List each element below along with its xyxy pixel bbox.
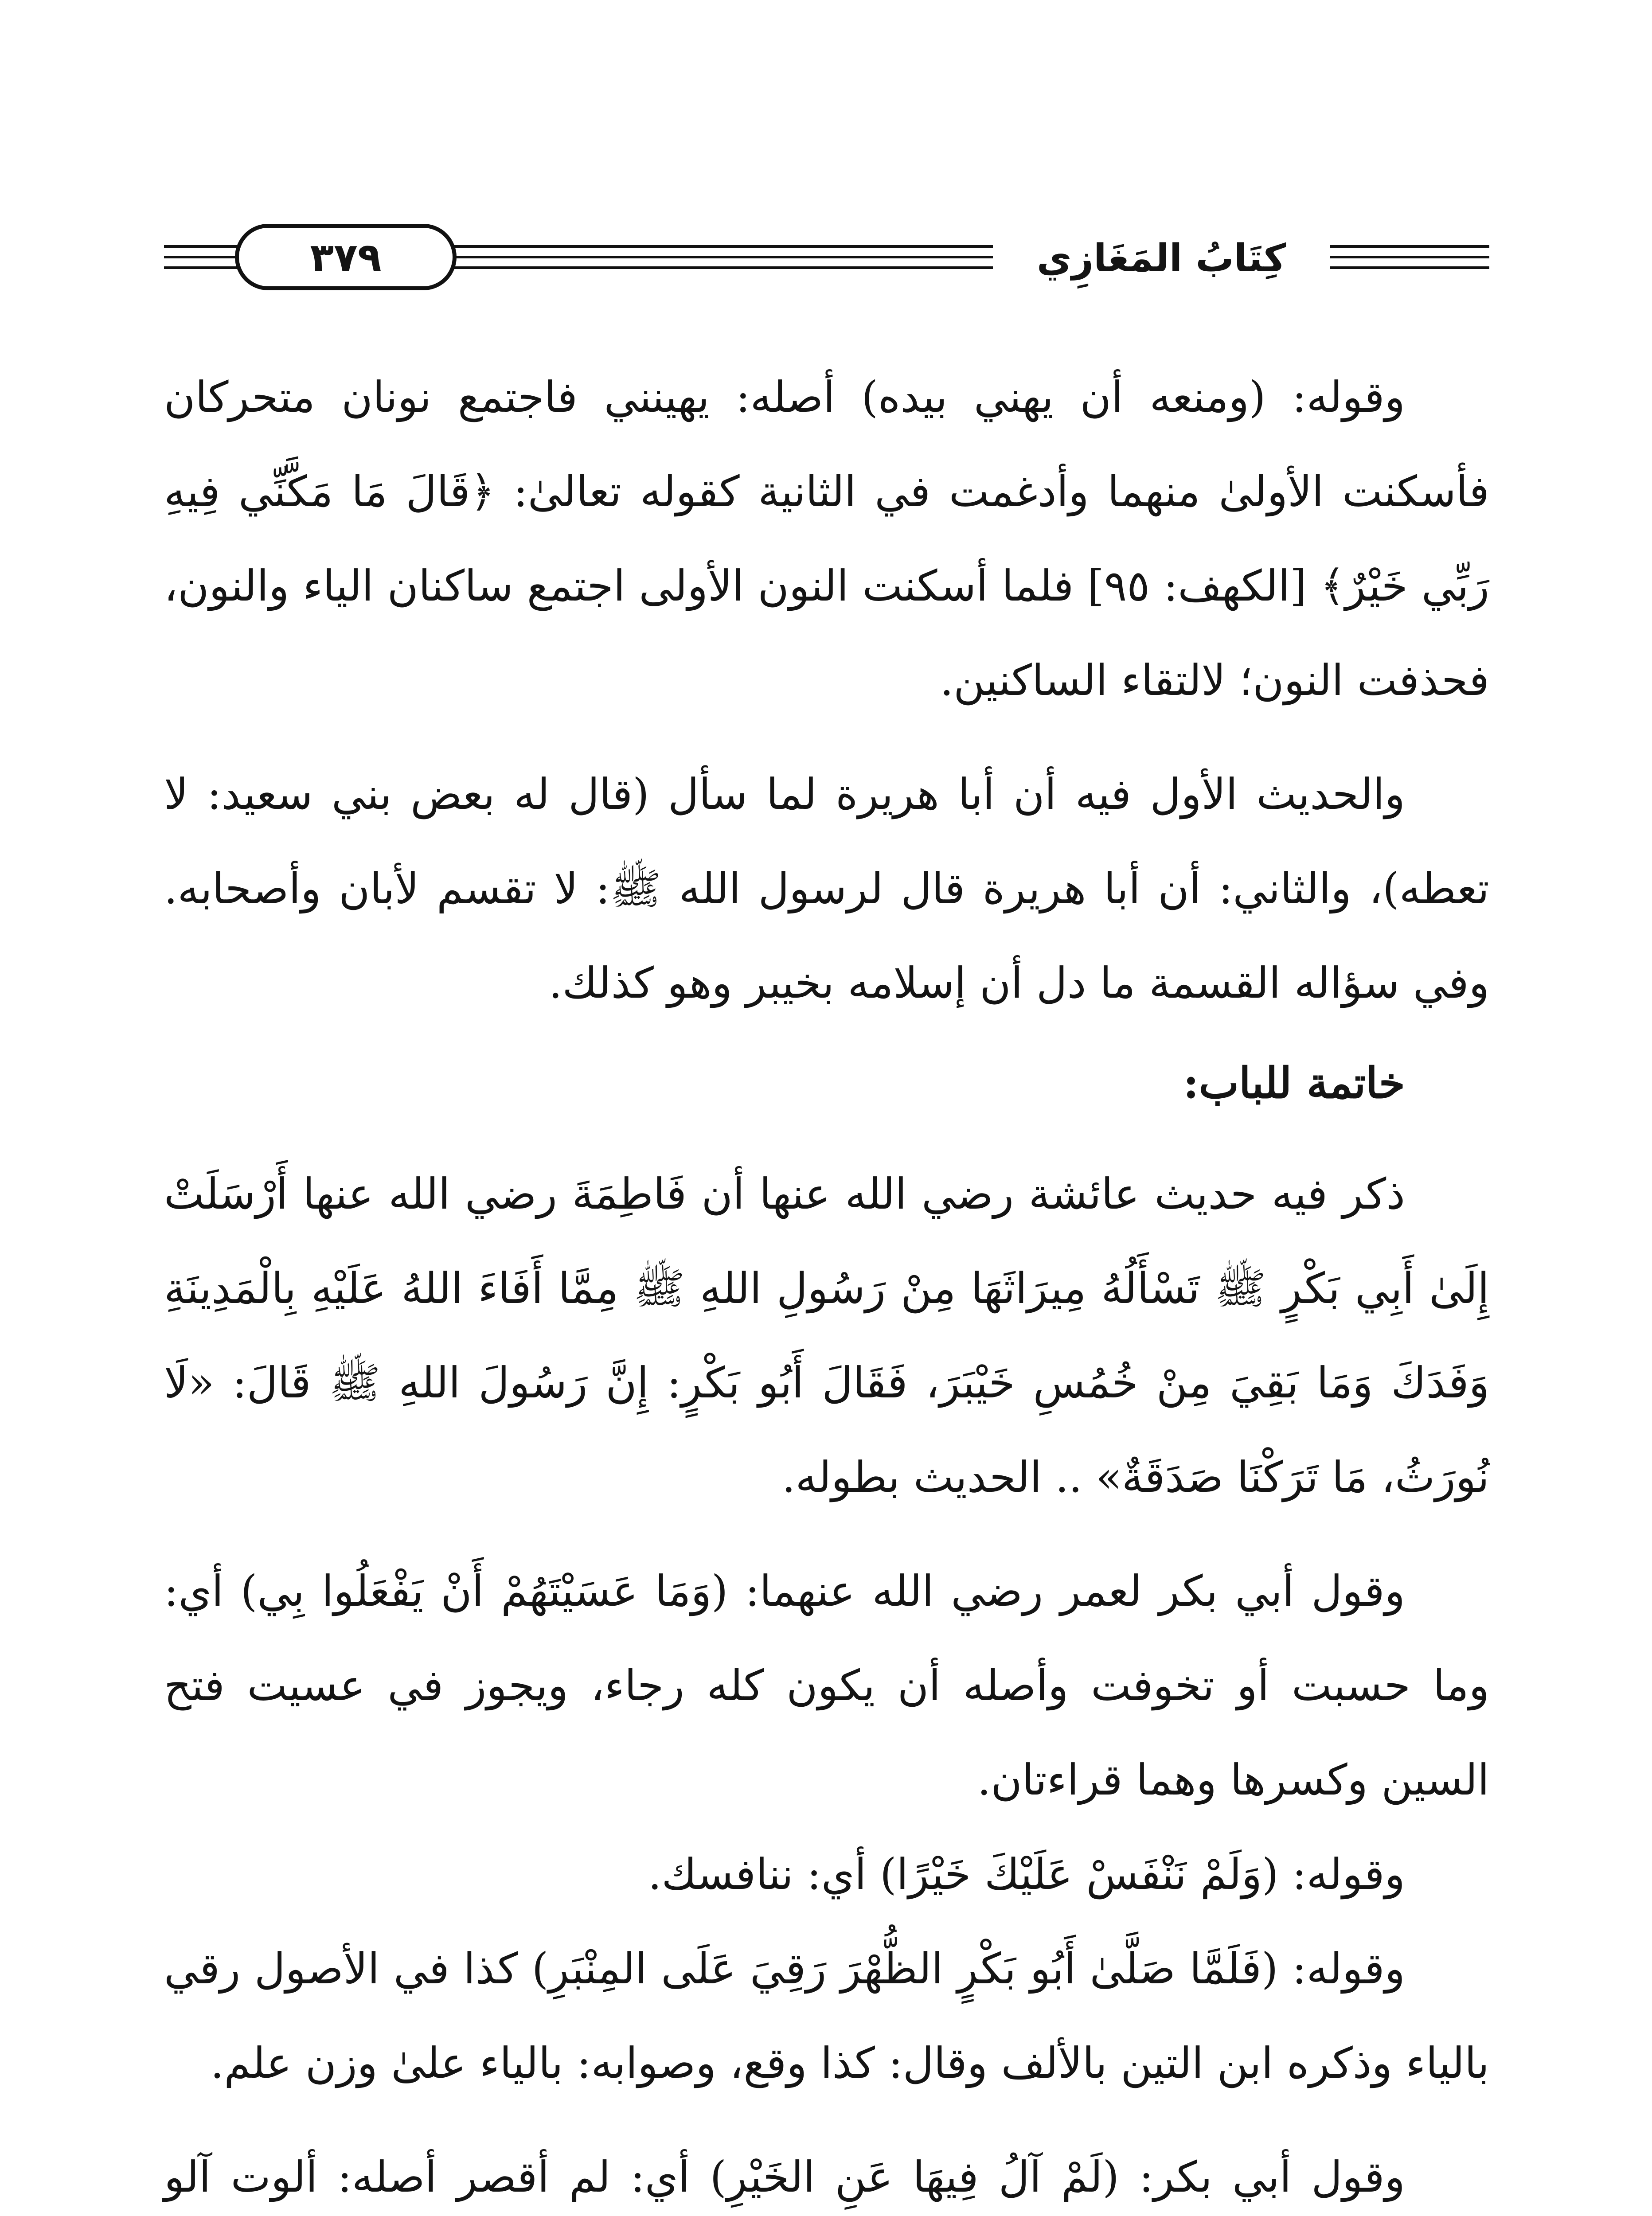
paragraph: وقول أبي بكر: (لَمْ آلُ فِيهَا عَنِ الخَيْرِ) أي: لم أقصر أصله: ألوت آلو: [164, 2152, 1405, 2202]
page-number: ٣٧٩: [235, 224, 457, 290]
page-body: [164, 350, 1489, 2216]
paragraph: وقوله: (فَلَمَّا صَلَّىٰ أَبُو بَكْرٍ الظُّهْرَ رَقِيَ عَلَى المِنْبَرِ) كذا في الأصول رقي بالياء وذكره ابن التين بالألف وقال: كذا وقع، وصوابه: بالياء علىٰ وزن علم.: [164, 1944, 1489, 2088]
running-header: [164, 224, 1489, 290]
paragraph: وقول أبي بكر لعمر رضي الله عنهما: (وَمَا عَسَيْتَهُمْ أَنْ يَفْعَلُوا بِي) أي: وما حسبت أو تخوفت وأصله أن يكون كله رجاء، ويجوز في عسيت فتح السين وكسرها وهما قراءتان.: [164, 1566, 1489, 1805]
paragraph: ذكر فيه حديث عائشة رضي الله عنها أن فَاطِمَةَ رضي الله عنها أَرْسَلَتْ إِلَىٰ أَبِي بَكْرٍ ﷺ تَسْأَلُهُ مِيرَاثَهَا مِنْ رَسُولِ اللهِ ﷺ مِمَّا أَفَاءَ اللهُ عَلَيْهِ بِالْمَدِينَةِ وَفَدَكَ وَمَا بَقِيَ مِنْ خُمُسِ خَيْبَرَ، فَقَالَ أَبُو بَكْرٍ: إِنَّ رَسُولَ اللهِ ﷺ قَالَ: «لَا نُورَثُ، مَا تَرَكْنَا صَدَقَةٌ» .. الحديث بطوله.: [164, 1169, 1490, 1502]
paragraph: وقوله: (ومنعه أن يهني بيده) أصله: يهينني فاجتمع نونان متحركان فأسكنت الأولىٰ منهما وأدغمت في الثانية كقوله تعالىٰ: ﴿قَالَ مَا مَكَّنِّي فِيهِ رَبِّي خَيْرٌ﴾ [الكهف: ٩٥] فلما أسكنت النون الأولى اجتمع ساكنان الياء والنون، فحذفت النون؛ لالتقاء الساكنين.: [164, 372, 1490, 705]
paragraph: والحديث الأول فيه أن أبا هريرة لما سأل (قال له بعض بني سعيد: لا تعطه)، والثاني: أن أبا هريرة قال لرسول الله ﷺ: لا تقسم لأبان وأصحابه. وفي سؤاله القسمة ما دل أن إسلامه بخيبر وهو كذلك.: [164, 769, 1489, 1008]
book-title: كِتَابُ المَغَازِي: [993, 232, 1330, 285]
paragraph: وقوله: (وَلَمْ نَنْفَسْ عَلَيْكَ خَيْرًا) أي: ننافسك.: [648, 1849, 1405, 1899]
section-heading: خاتمة للباب:: [1183, 1058, 1405, 1108]
